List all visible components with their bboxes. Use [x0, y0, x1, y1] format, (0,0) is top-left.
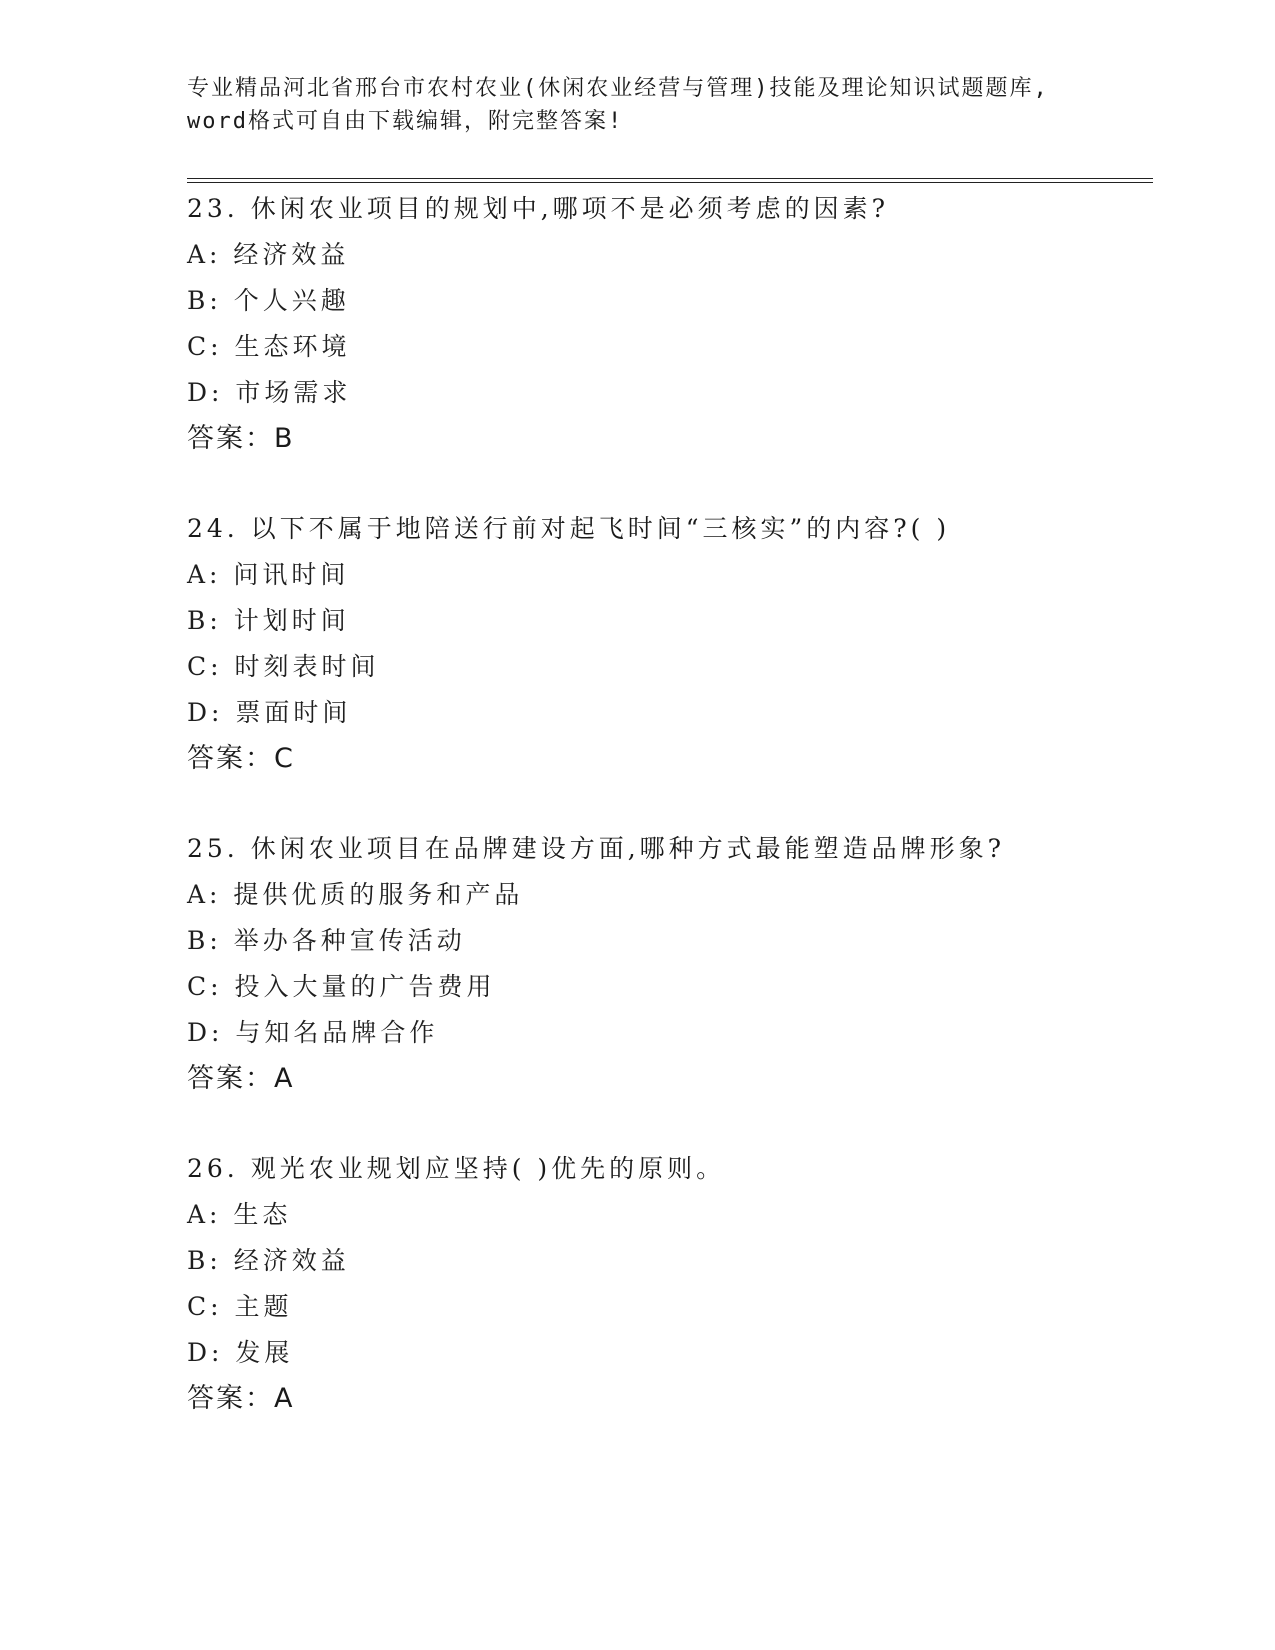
header-divider-top: [187, 178, 1153, 179]
option-c: C: 投入大量的广告费用: [187, 972, 496, 1001]
option-c: C: 生态环境: [187, 332, 351, 361]
option-a: A: 经济效益: [187, 240, 350, 269]
option-d: D: 与知名品牌合作: [187, 1018, 439, 1047]
answer: 答案：A: [187, 1063, 295, 1094]
option-a: A: 提供优质的服务和产品: [187, 880, 524, 909]
option-d: D: 票面时间: [187, 698, 352, 727]
question-23: [187, 186, 1153, 462]
option-c: C: 主题: [187, 1292, 293, 1321]
header-divider-bottom: [187, 182, 1153, 183]
document-header: [187, 72, 1087, 138]
option-a: A: 问讯时间: [187, 560, 350, 589]
question-26: [187, 1146, 1153, 1422]
option-d: D: 市场需求: [187, 378, 352, 407]
option-b: B: 举办各种宣传活动: [187, 926, 466, 955]
option-b: B: 经济效益: [187, 1246, 350, 1275]
answer: 答案：C: [187, 743, 295, 774]
answer: 答案：A: [187, 1383, 295, 1414]
option-d: D: 发展: [187, 1338, 294, 1367]
header-line-1: 专业精品河北省邢台市农村农业(休闲农业经营与管理)技能及理论知识试题题库,: [187, 76, 1049, 101]
option-a: A: 生态: [187, 1200, 292, 1229]
option-c: C: 时刻表时间: [187, 652, 380, 681]
question-title: 24. 以下不属于地陪送行前对起飞时间“三核实”的内容?( ): [187, 514, 951, 543]
option-b: B: 计划时间: [187, 606, 350, 635]
question-title: 26. 观光农业规划应坚持( )优先的原则。: [187, 1154, 726, 1183]
question-25: [187, 826, 1153, 1102]
option-b: B: 个人兴趣: [187, 286, 350, 315]
question-title: 25. 休闲农业项目在品牌建设方面,哪种方式最能塑造品牌形象?: [187, 834, 1006, 863]
question-24: [187, 506, 1153, 782]
header-line-2: word格式可自由下载编辑，附完整答案!: [187, 109, 624, 134]
question-title: 23. 休闲农业项目的规划中,哪项不是必须考虑的因素?: [187, 194, 890, 223]
answer: 答案：B: [187, 423, 295, 454]
